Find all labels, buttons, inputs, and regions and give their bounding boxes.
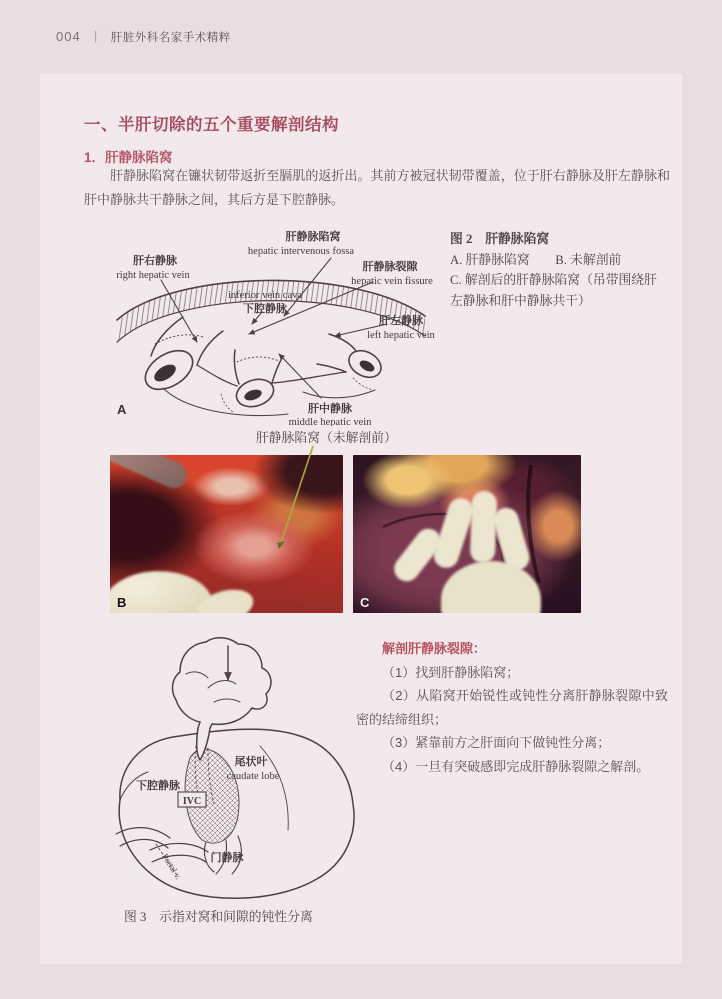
label-caudate-cn: 尾状叶 [234,756,268,768]
label-fossa-en: hepatic intervenous fossa [247,246,355,257]
label-ivc-cn: 下腔静脉 [243,303,287,315]
page-header [56,28,231,45]
photo-pointer-label: 肝静脉陷窝（未解剖前） [256,431,397,445]
pointer-leader-line [255,443,335,568]
label-fissure-en: hepatic vein fissure [351,276,433,287]
label-ivc-cn: 下腔静脉 [136,780,180,792]
page-number: 004 [56,29,81,44]
figure2-caption-title: 图 2 肝静脉陷窝 [450,232,550,246]
figure2-caption-ab: A. 肝静脉陷窝 B. 未解剖前 [450,252,622,267]
figure3-drawing [110,628,364,906]
photo-c-letter: C [360,595,370,610]
label-right-cn: 肝右静脉 [133,255,177,267]
header-divider: 丨 [89,30,102,44]
retractor-instrument [110,455,191,492]
procedure-step: （3）紧靠前方之肝面向下做钝性分离； [382,735,611,750]
procedure-block [356,637,668,778]
label-middle-cn: 肝中静脉 [308,403,352,415]
label-left-en: left hepatic vein [367,330,435,341]
figure2-caption-c: C. 解剖后的肝静脉陷窝（吊带围绕肝左静脉和肝中静脉共干） [450,273,657,308]
procedure-step: （4）一旦有突破感即完成肝静脉裂隙之解剖。 [382,758,650,774]
label-fossa-cn: 肝静脉陷窝 [285,231,341,243]
label-ivc-abbr: IVC [182,796,202,807]
label-right-en: right hepatic vein [116,270,190,281]
subsection-title: 1．肝静脉陷窝 [84,150,173,165]
label-fissure-cn: 肝静脉裂隙 [362,261,418,273]
glove-finger [470,491,497,564]
panel-letter-a: A [117,402,127,417]
label-portal-cn: 门静脉 [210,852,244,864]
photo-b-letter: B [117,595,127,610]
label-middle-en: middle hepatic vein [288,417,372,426]
label-ivc-en: inferior vein cava [227,290,303,301]
label-portal-en: Portal v. [160,851,184,882]
procedure-step: （1）找到肝静脉陷窝； [382,664,520,680]
label-left-cn: 肝左静脉 [379,315,423,327]
book-title: 肝脏外科名家手术精粹 [110,31,231,44]
hand-outline [173,638,271,760]
figure3-caption: 图 3 示指对窝和间隙的钝性分离 [124,910,313,924]
figure2-caption [450,229,668,311]
procedure-heading: 解剖肝静脉裂隙： [382,641,487,656]
figure-a-drawing [103,224,451,426]
body-paragraph: 肝静脉陷窝在镰状韧带返折至膈肌的返折出。其前方被冠状韧带覆盖，位于肝右静脉及肝左静脉和肝中静脉共干静脉之间，其后方是下腔静脉。 [84,168,670,207]
section-title: 一、半肝切除的五个重要解剖结构 [84,116,339,134]
label-caudate-en: caudate lobe [226,771,280,782]
procedure-step: （2）从陷窝开始锐性或钝性分离肝静脉裂隙中致密的结缔组织； [356,688,668,727]
surgical-photo-c [353,455,581,613]
